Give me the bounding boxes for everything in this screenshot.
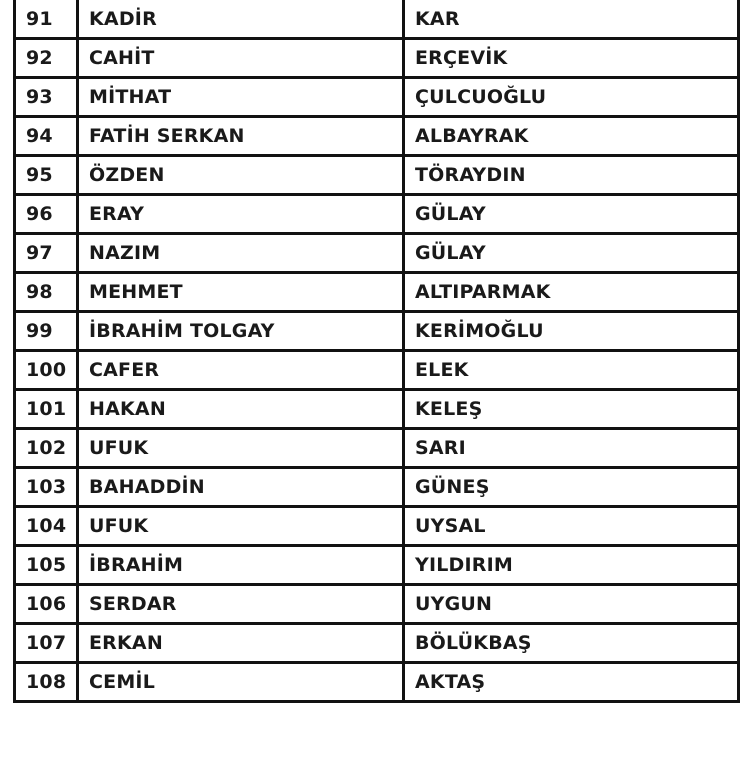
first-name-cell: UFUK [78,507,404,546]
last-name-cell: GÜLAY [404,234,739,273]
row-number-cell: 104 [15,507,78,546]
first-name-cell: ERKAN [78,624,404,663]
first-name-cell: İBRAHİM [78,546,404,585]
first-name-cell: CAHİT [78,39,404,78]
table-row [15,0,739,39]
table-row [15,156,739,195]
first-name-cell: MEHMET [78,273,404,312]
first-name-cell: BAHADDİN [78,468,404,507]
row-number-cell: 94 [15,117,78,156]
row-number-cell: 105 [15,546,78,585]
row-number-cell: 102 [15,429,78,468]
first-name-cell: UFUK [78,429,404,468]
table-row [15,546,739,585]
row-number-cell: 95 [15,156,78,195]
table-row [15,78,739,117]
table-row [15,312,739,351]
first-name-cell: HAKAN [78,390,404,429]
table-row [15,390,739,429]
table-row [15,195,739,234]
first-name-cell: CEMİL [78,663,404,702]
first-name-cell: FATİH SERKAN [78,117,404,156]
row-number-cell: 103 [15,468,78,507]
last-name-cell: GÜLAY [404,195,739,234]
last-name-cell: ELEK [404,351,739,390]
row-number-cell: 92 [15,39,78,78]
first-name-cell: CAFER [78,351,404,390]
row-number-cell: 98 [15,273,78,312]
row-number-cell: 106 [15,585,78,624]
table-row [15,273,739,312]
row-number-cell: 100 [15,351,78,390]
row-number-cell: 108 [15,663,78,702]
first-name-cell: ERAY [78,195,404,234]
last-name-cell: AKTAŞ [404,663,739,702]
row-number-cell: 107 [15,624,78,663]
last-name-cell: SARI [404,429,739,468]
first-name-cell: MİTHAT [78,78,404,117]
table-row [15,39,739,78]
first-name-cell: SERDAR [78,585,404,624]
first-name-cell: NAZIM [78,234,404,273]
last-name-cell: UYSAL [404,507,739,546]
row-number-cell: 99 [15,312,78,351]
first-name-cell: İBRAHİM TOLGAY [78,312,404,351]
table-row [15,234,739,273]
first-name-cell: KADİR [78,0,404,39]
table-row [15,663,739,702]
table-row [15,585,739,624]
row-number-cell: 101 [15,390,78,429]
names-table [13,0,740,703]
table-row [15,117,739,156]
table-row [15,507,739,546]
last-name-cell: KELEŞ [404,390,739,429]
row-number-cell: 93 [15,78,78,117]
table-row [15,468,739,507]
table-row [15,351,739,390]
table-row [15,429,739,468]
table-row [15,624,739,663]
last-name-cell: ALBAYRAK [404,117,739,156]
last-name-cell: GÜNEŞ [404,468,739,507]
first-name-cell: ÖZDEN [78,156,404,195]
row-number-cell: 97 [15,234,78,273]
last-name-cell: ALTIPARMAK [404,273,739,312]
last-name-cell: ERÇEVİK [404,39,739,78]
row-number-cell: 91 [15,0,78,39]
last-name-cell: YILDIRIM [404,546,739,585]
names-table-body [15,0,739,702]
last-name-cell: UYGUN [404,585,739,624]
last-name-cell: KAR [404,0,739,39]
last-name-cell: TÖRAYDIN [404,156,739,195]
last-name-cell: BÖLÜKBAŞ [404,624,739,663]
last-name-cell: KERİMOĞLU [404,312,739,351]
row-number-cell: 96 [15,195,78,234]
last-name-cell: ÇULCUOĞLU [404,78,739,117]
